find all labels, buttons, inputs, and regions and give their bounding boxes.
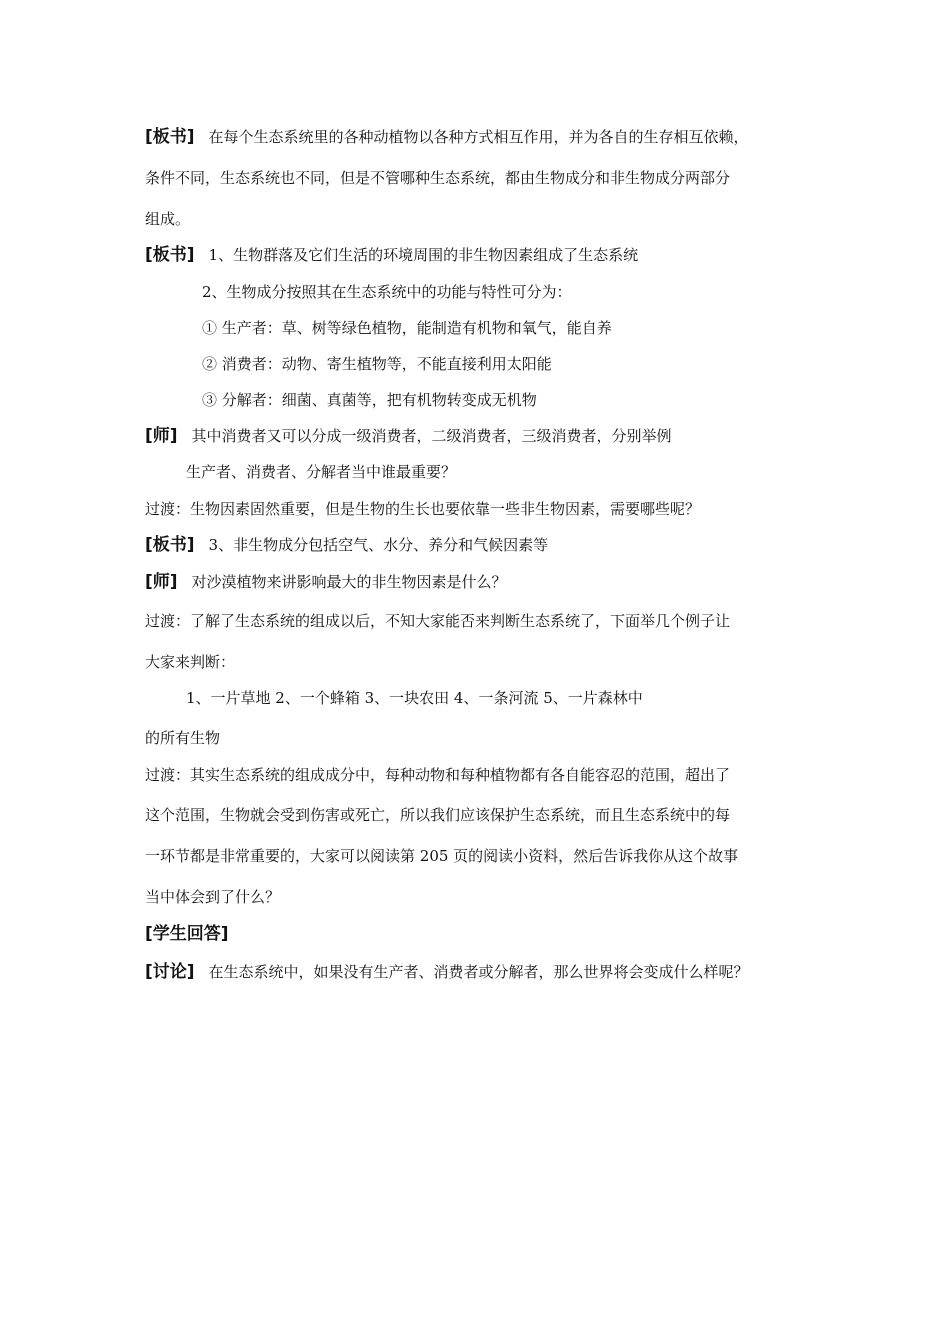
line-text: 生产者、消费者、分解者当中谁最重要？ [186, 463, 457, 481]
line-tag: [板书] [145, 535, 195, 555]
text-line [145, 728, 220, 748]
line-text: 的所有生物 [145, 729, 221, 747]
text-line [202, 390, 537, 410]
line-tag: [学生回答] [145, 924, 229, 944]
line-text: 1、一片草地 2、一个蜂箱 3、一块农田 4、一条河流 5、一片森林中 [186, 689, 643, 707]
line-text: 过渡：其实生态系统的组成成分中，每种动物和每种植物都有各自能容忍的范围，超出了 [145, 766, 731, 784]
line-text: 在生态系统中，如果没有生产者、消费者或分解者，那么世界将会变成什么样呢？ [208, 963, 749, 981]
line-text: 2、生物成分按照其在生态系统中的功能与特性可分为： [202, 283, 572, 301]
line-text: 条件不同，生态系统也不同，但是不管哪种生态系统，都由生物成分和非生物成分两部分 [145, 169, 731, 187]
line-text: ② 消费者：动物、寄生植物等，不能直接利用太阳能 [202, 355, 552, 373]
text-line [145, 846, 738, 866]
line-text: ① 生产者：草、树等绿色植物，能制造有机物和氧气，能自养 [202, 319, 612, 337]
text-line [145, 426, 672, 446]
text-line [145, 245, 638, 265]
text-line [145, 499, 700, 519]
line-text: 在每个生态系统里的各种动植物以各种方式相互作用，并为各自的生存相互依赖， [208, 128, 749, 146]
line-text: 大家来判断： [145, 653, 236, 671]
text-line [145, 765, 730, 785]
text-line [202, 282, 572, 302]
line-text: 组成。 [145, 210, 191, 228]
line-text: ③ 分解者：细菌、真菌等，把有机物转变成无机物 [202, 391, 537, 409]
text-line [145, 572, 507, 592]
text-line [186, 688, 643, 708]
text-line [145, 805, 730, 825]
line-text: 其中消费者又可以分成一级消费者，二级消费者，三级消费者，分别举例 [191, 427, 672, 445]
text-line [145, 209, 190, 229]
line-tag: [板书] [145, 127, 195, 147]
text-line [202, 354, 552, 374]
text-line [202, 318, 612, 338]
line-text: 1、生物群落及它们生活的环境周围的非生物因素组成了生态系统 [208, 246, 639, 264]
text-line [145, 535, 548, 555]
text-line [145, 924, 243, 944]
line-text: 对沙漠植物来讲影响最大的非生物因素是什么？ [191, 573, 507, 591]
line-tag: [师] [145, 426, 178, 446]
text-line [145, 611, 730, 631]
text-line [145, 127, 749, 147]
line-text: 过渡：了解了生态系统的组成以后，不知大家能否来判断生态系统了，下面举几个例子让 [145, 612, 731, 630]
line-tag: [讨论] [145, 962, 195, 982]
line-text: 一环节都是非常重要的，大家可以阅读第 205 页的阅读小资料，然后告诉我你从这个故事 [145, 847, 739, 865]
text-line [145, 652, 235, 672]
text-line [186, 462, 456, 482]
line-text: 当中体会到了什么？ [145, 888, 281, 906]
line-text: 这个范围，生物就会受到伤害或死亡，所以我们应该保护生态系统，而且生态系统中的每 [145, 806, 731, 824]
line-tag: [师] [145, 572, 178, 592]
text-line [145, 962, 749, 982]
text-line [145, 168, 730, 188]
line-tag: [板书] [145, 245, 195, 265]
line-text: 过渡：生物因素固然重要，但是生物的生长也要依靠一些非生物因素，需要哪些呢？ [145, 500, 701, 518]
text-line [145, 887, 280, 907]
line-text: 3、非生物成分包括空气、水分、养分和气候因素等 [208, 536, 549, 554]
